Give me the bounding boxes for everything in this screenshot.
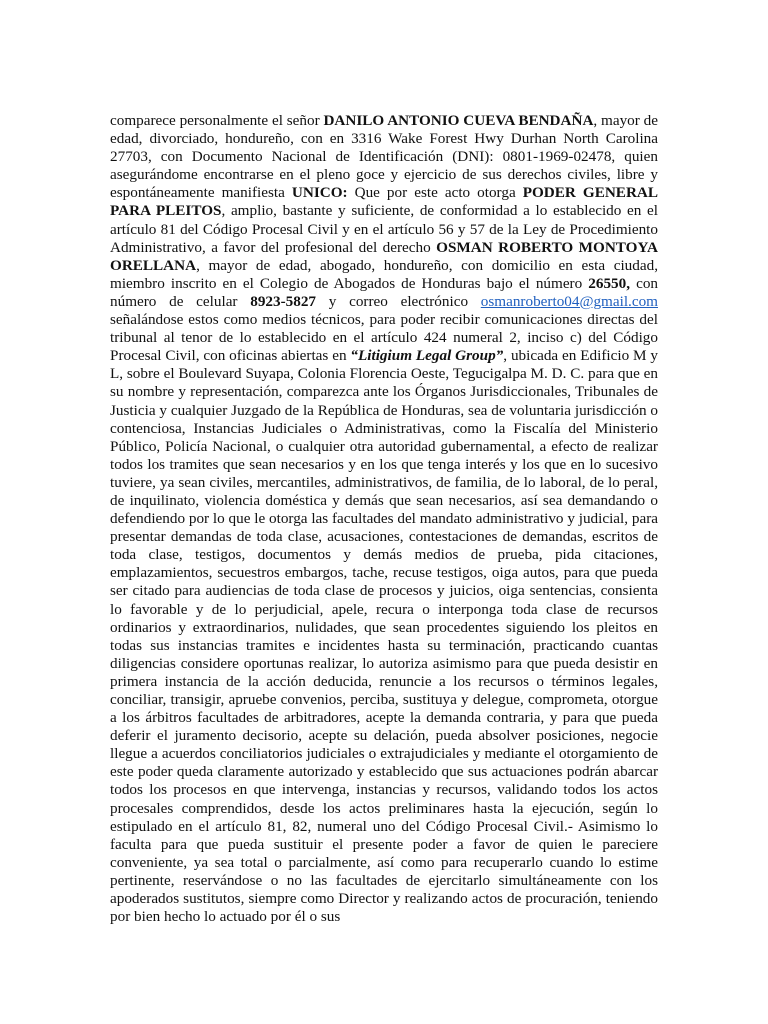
phone-number: 8923-5827: [250, 292, 317, 310]
text-segment: , mayor de edad, divorciado, hondureño, con en 3316 Wake Forest Hwy Durhan North Carolina 27703, con Documento Nacional de Identificación (DNI): 0801-1969-02478, quien asegurándome encontrarse en el pleno goce y ejercicio de sus derechos civiles, libre y espontáneamente manifiesta: [110, 112, 658, 202]
text-segment: , mayor de edad, abogado, hondureño, con domicilio en esta ciudad, miembro inscrito en el Colegio de Abogados de Honduras bajo el número: [110, 256, 658, 292]
text-segment: , ubicada en Edificio M y L, sobre el Boulevard Suyapa, Colonia Florencia Oeste, Tegucigalpa M. D. C. para que en su nombre y representación, comparezca ante los Órganos Jurisdiccionales, Tribunales de Justicia y cualquier Juzgado de la República de Honduras, sea de voluntaria jurisdicción o contenciosa, Instancias Judiciales o Administrativas, como la Fiscalía del Ministerio Público, Policía Nacional, o cualquier otra autoridad gubernamental, a efecto de realizar todos los tramites que sean necesarios y en los que tenga interés y los que en lo sucesivo tuviere, ya sean civiles, mercantiles, administrativos, de familia, de lo laboral, de lo peral, de inquilinato, violencia doméstica y demás que sean necesarios, así sea demandando o defendiendo por lo que le otorga las facultades del mandato administrativo y judicial, para presentar demandas de toda clase, acusaciones, contestaciones de demandas, escritos de toda clase, testigos, documentos y demás medios de prueba, pida citaciones, emplazamientos, secuestros embargos, tache, recuse testigos, oiga autos, para que pueda ser citado para audiencias de toda clase de procesos y juicios, oiga sentencias, consienta lo favorable y de lo perjudicial, apele, recura o interponga toda clase de recursos ordinarios y extraordinarios, nulidades, que sean procedentes siguiendo los pleitos en todas sus instancias tramites e incidentes hasta su terminación, practicando cuantas diligencias considere oportunas realizar, lo autoriza asimismo para que pueda desistir en primera instancia de la acción deducida, renuncie a los recursos o términos legales, conciliar, transigir, apruebe convenios, perciba, sustituya y delegue, comprometa, otorgue a los árbitros facultades de arbitradores, acepte la demanda contraria, y para que pueda deferir el juramento decisorio, acepte su delación, pueda absolver posiciones, negocie llegue a acuerdos conciliatorios judiciales o extrajudiciales y mediante el otorgamiento de este poder queda claramente autorizado y establecido que sus actuaciones podrán abarcar todos los procesos en que intervenga, instancias y recursos, validando todos los actos procesales comprendidos, desde los actos preliminares hasta la ejecución, según lo estipulado en el artículo 81, 82, numeral uno del Código Procesal Civil.- Asimismo lo faculta para que pueda sustituir el presente poder a favor de quien le pareciere conveniente, ya sea total o parcialmente, así como para recuperarlo cuando lo estime pertinente, reservándose o no las facultades de ejercitarlo simultáneamente con los apoderados sustitutos, siempre como Director y realizando actos de procuración, teniendo por bien hecho lo actuado por él o sus: [110, 347, 658, 926]
text-segment: y correo electrónico: [316, 292, 481, 310]
unico-label: UNICO:: [291, 184, 348, 202]
grantor-name: DANILO ANTONIO CUEVA BENDAÑA: [323, 112, 594, 129]
email-link[interactable]: osmanroberto04@gmail.com: [480, 292, 658, 310]
power-type-label: PODER GENERAL PARA PLEITOS: [110, 184, 659, 220]
attorney-name: OSMAN ROBERTO MONTOYA ORELLANA: [110, 238, 659, 274]
document-page: [110, 112, 658, 926]
text-segment: señalándose estos como medios técnicos, para poder recibir comunicaciones directas del tribunal al tenor de lo establecido en el artículo 424 numeral 2, inciso c) del Código Procesal Civil, con oficinas abiertas en: [110, 311, 658, 365]
firm-name: “Litigium Legal Group”: [350, 347, 504, 365]
text-segment: , amplio, bastante y suficiente, de conformidad a lo establecido en el artículo 81 del Código Procesal Civil y en el artículo 56 y 57 de la Ley de Procedimiento Administrativo, a favor del profesional del derecho: [110, 202, 659, 256]
bar-number: 26550,: [588, 274, 631, 292]
text-segment: comparece personalmente el señor: [110, 112, 324, 129]
document-paragraph: [110, 112, 658, 926]
text-segment: Que por este acto otorga: [347, 184, 523, 202]
text-segment: con número de celular: [110, 274, 659, 310]
